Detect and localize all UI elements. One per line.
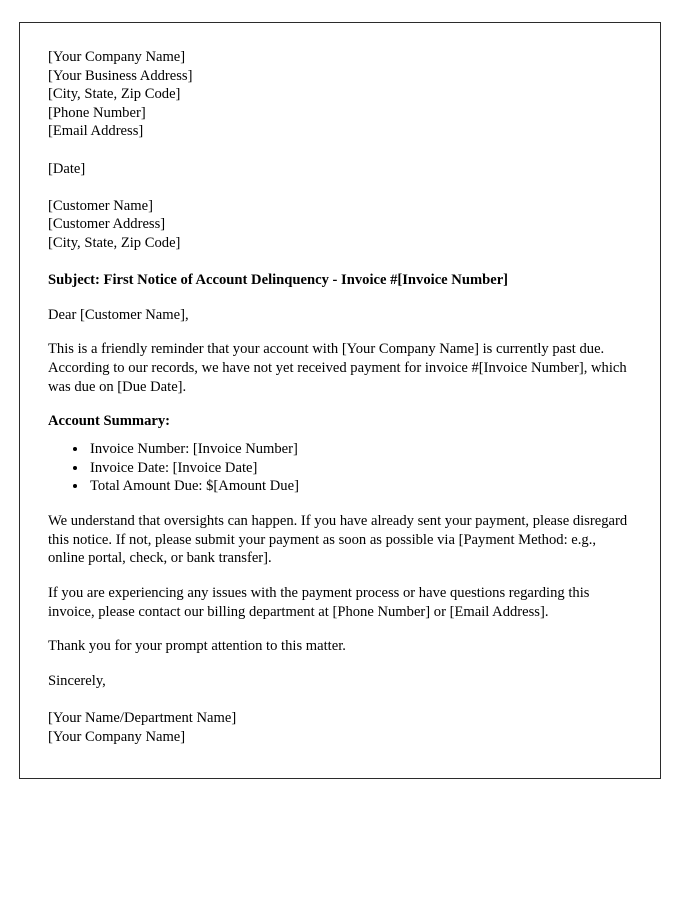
paragraph-contact: If you are experiencing any issues with the payment process or have questions regarding this invoice, please contact our billing department at [Phone Number] or [Email Address]. [48, 584, 590, 620]
recipient-line-street: [Customer Address] [48, 216, 166, 233]
date-line: [Date] [48, 160, 86, 177]
recipient-line-city: [City, State, Zip Code] [48, 234, 181, 251]
document-page [19, 22, 661, 779]
recipient-address-block [48, 197, 632, 253]
paragraph-oversight: We understand that oversights can happen. If you have already sent your payment, please disregard this notice. If not, please submit your payment as soon as possible via [Payment Method: e.g., online portal, check, or bank transfer]. [48, 512, 628, 567]
spacer-after-date [48, 178, 632, 197]
subject-line: Subject: First Notice of Account Delinquency - Invoice #[Invoice Number] [48, 272, 509, 289]
list-item: • Invoice Number: [Invoice Number] [88, 440, 632, 459]
closing-line: Sincerely, [48, 673, 106, 690]
sender-line-street: [Your Business Address] [48, 67, 193, 84]
sender-address-block [48, 48, 632, 141]
account-summary-heading: Account Summary: [48, 413, 171, 430]
signature-block [48, 709, 632, 746]
sender-line-phone: [Phone Number] [48, 104, 146, 121]
salutation-line: Dear [Customer Name], [48, 306, 189, 323]
spacer-after-sender [48, 141, 632, 160]
signature-line-name: [Your Name/Department Name] [48, 710, 237, 727]
sender-line-city: [City, State, Zip Code] [48, 86, 181, 103]
paragraph-intro: This is a friendly reminder that your account with [Your Company Name] is currently past due. According to our records, we have not yet received payment for invoice #[Invoice Number], which was due on [Due Date]. [48, 341, 627, 395]
list-item: • Total Amount Due: $[Amount Due] [88, 477, 632, 496]
signature-line-company: [Your Company Name] [48, 728, 186, 745]
sender-line-company: [Your Company Name] [48, 49, 186, 65]
list-item: • Invoice Date: [Invoice Date] [88, 459, 632, 478]
paragraph-thanks: Thank you for your prompt attention to this matter. [48, 638, 346, 655]
account-summary-list [48, 440, 632, 496]
recipient-line-name: [Customer Name] [48, 197, 153, 214]
sender-line-email: [Email Address] [48, 123, 144, 140]
letter-content [48, 48, 632, 746]
